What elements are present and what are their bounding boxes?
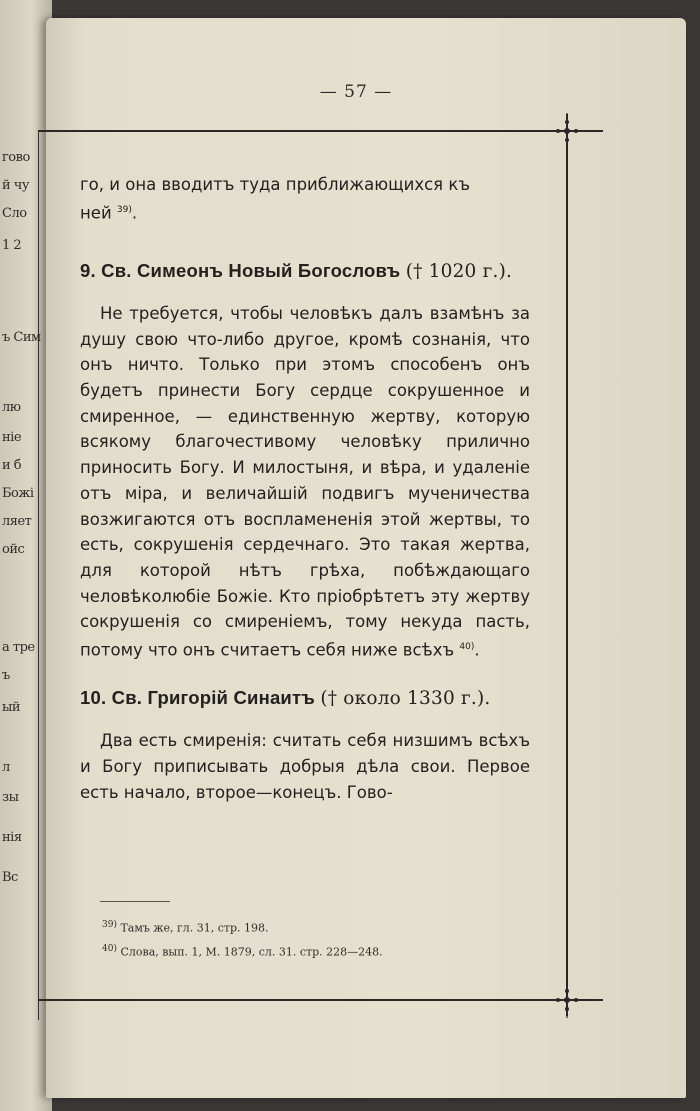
page-number: — 57 — (319, 82, 393, 102)
footnote-number: 39) (102, 920, 117, 930)
previous-page-text-fragment: гово (2, 150, 30, 165)
paragraph-line: ней (80, 203, 112, 223)
previous-page-text-fragment: ъ (2, 668, 10, 683)
footnote-reference[interactable]: 39) (116, 204, 132, 215)
paragraph-text: Не требуется, чтобы человѣкъ далъ взамѣнъ за душу свою что-либо другое, кромѣ сознанія, что онъ ничто. Только при этомъ способенъ онъ будетъ принести Богу сердце сокрушенное и смиренное, — единственную жертву, которую всякому благочестивому человѣку прилично приносить Богу. И милостыня, и вѣра, и удаленіе отъ міра, и величайшій подвигъ мученичества возжигаются отъ воспламененія этой жертвы, то есть, сокрушенія сердечнаго. Это такая жертва, для которой нѣтъ грѣха, побѣждающаго человѣколюбіе Божіе. Кто пріобрѣтетъ эту жертву сокрушенія со смиреніемъ, тому некуда пасть, потому что онъ считаетъ себя ниже всѣхъ (80, 303, 530, 660)
punctuation: . (474, 640, 480, 660)
previous-page-text-fragment: Сло (2, 206, 27, 221)
footnote-separator (100, 901, 170, 902)
book-page (46, 18, 686, 1098)
cross-ornament-icon (547, 111, 587, 151)
previous-page-text-fragment: а тре (2, 640, 35, 655)
paragraph (80, 301, 530, 663)
section-heading-title: 9. Св. Симеонъ Новый Богословъ (80, 259, 401, 281)
previous-page-text-fragment: ніе (2, 430, 22, 445)
paragraph-text: Два есть смиренія: считать себя низшимъ всѣхъ и Богу приписывать добрыя дѣла свои. Первое есть начало, второе—конецъ. Гово- (80, 731, 530, 802)
previous-page-text-fragment: ойс (2, 542, 25, 557)
footnote-text: Слова, вып. 1, М. 1879, сл. 31. стр. 228—248. (120, 945, 383, 959)
previous-page-edge (0, 0, 52, 1111)
previous-page-text-fragment: ляет (2, 514, 32, 529)
bottom-border-rule (38, 999, 603, 1001)
section-heading-date: († около 1330 г.). (320, 688, 491, 710)
footnote (102, 915, 383, 939)
previous-page-text-fragment: зы (2, 790, 19, 805)
previous-page-rule (38, 130, 39, 1020)
top-border-rule (38, 130, 603, 132)
body-text (80, 172, 530, 805)
previous-page-text-fragment: Божі (2, 486, 34, 501)
cross-ornament-icon (547, 980, 587, 1020)
previous-page-text-fragment: ый (2, 700, 21, 715)
previous-page-text-fragment: Вс (2, 870, 18, 885)
right-border-rule (566, 114, 568, 1016)
punctuation: . (131, 203, 138, 223)
previous-page-text-fragment: нія (2, 830, 22, 845)
paragraph-line: го, и она вводитъ туда приближающихся къ (80, 175, 470, 194)
footnotes (102, 915, 383, 962)
paragraph (80, 728, 530, 805)
previous-page-text-fragment: й чу (2, 178, 30, 193)
previous-page-text-fragment: ъ Сим (2, 330, 41, 345)
section-heading-title: 10. Св. Григорій Синаитъ (80, 687, 315, 709)
footnote (102, 939, 383, 963)
previous-page-text-fragment: лю (2, 400, 21, 415)
section-heading-date: († 1020 г.). (405, 260, 513, 282)
section-heading (80, 683, 530, 714)
footnote-number: 40) (102, 943, 117, 954)
paragraph-continuation (80, 172, 530, 226)
footnote-text: Тамъ же, гл. 31, стр. 198. (120, 921, 269, 935)
previous-page-text-fragment: 1 2 (2, 238, 22, 253)
footnote-reference[interactable]: 40) (459, 642, 475, 653)
section-heading (80, 256, 530, 287)
previous-page-text-fragment: и б (2, 458, 22, 473)
previous-page-text-fragment: л (2, 760, 10, 775)
